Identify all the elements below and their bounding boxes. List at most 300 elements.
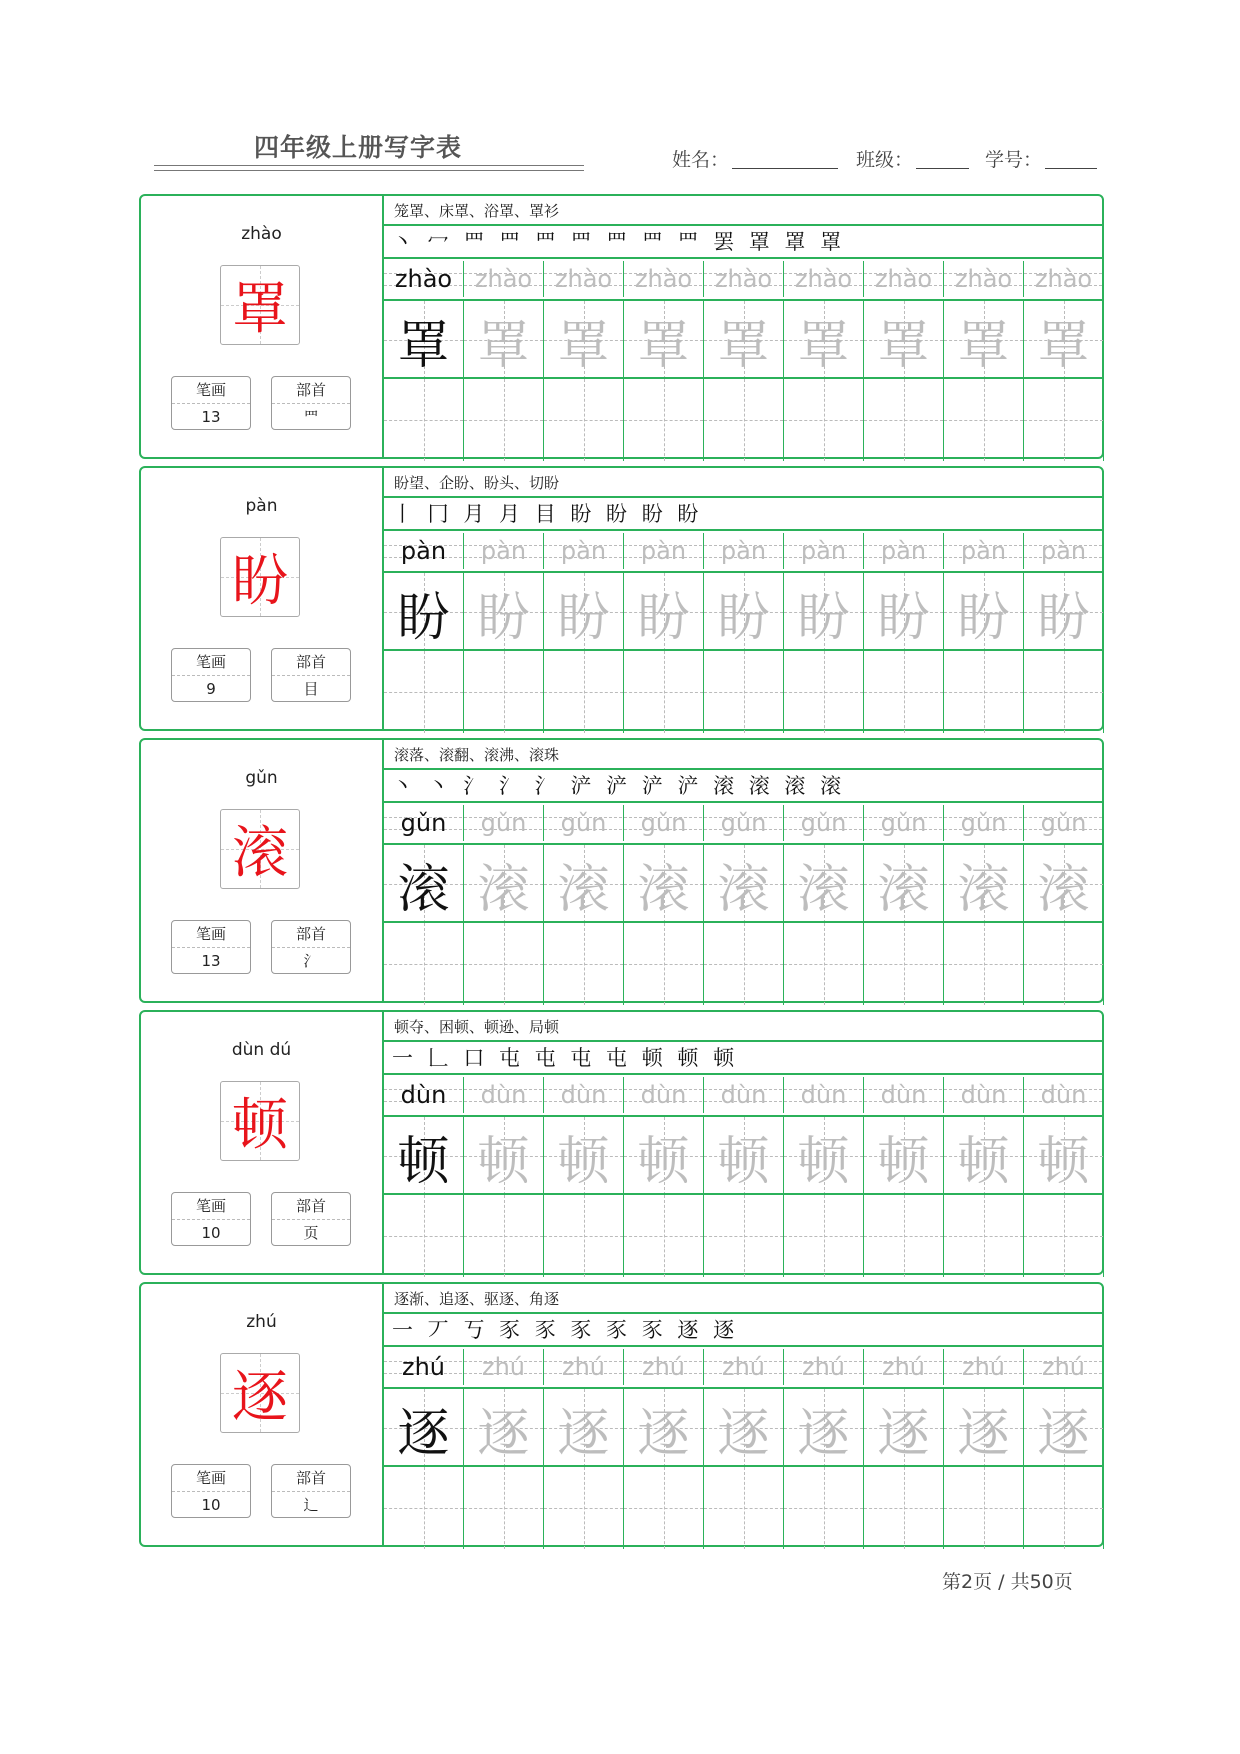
trace-char: 滚 bbox=[637, 859, 690, 920]
id-field[interactable] bbox=[1045, 168, 1097, 169]
pinyin-text: pàn bbox=[1040, 537, 1087, 565]
char-large: 盼 bbox=[232, 549, 288, 614]
practice-area bbox=[384, 740, 1102, 1001]
blank-cell[interactable] bbox=[624, 1467, 704, 1549]
pinyin-cell[interactable] bbox=[1024, 1349, 1104, 1385]
blank-cell[interactable] bbox=[464, 651, 544, 733]
trace-char: 盼 bbox=[637, 587, 690, 648]
stroke-count-label: 笔画 bbox=[172, 921, 250, 948]
trace-row bbox=[384, 1387, 1102, 1467]
card-info bbox=[141, 740, 384, 1001]
pinyin-cell[interactable] bbox=[864, 533, 944, 569]
class-field[interactable] bbox=[916, 168, 969, 169]
trace-cell[interactable] bbox=[784, 301, 864, 379]
blank-cell[interactable] bbox=[784, 651, 864, 733]
trace-cell[interactable] bbox=[864, 1117, 944, 1195]
trace-char: 顿 bbox=[477, 1131, 530, 1192]
pinyin-text: gǔn bbox=[400, 809, 447, 837]
blank-cell[interactable] bbox=[384, 1467, 464, 1549]
stroke-order: 丶 冖 罒 罒 罒 罒 罒 罒 罒 罢 罩 罩 罩 bbox=[384, 226, 1102, 259]
trace-cell[interactable] bbox=[784, 1117, 864, 1195]
radical-label: 部首 bbox=[272, 377, 350, 404]
name-field[interactable] bbox=[732, 168, 838, 169]
trace-char: 滚 bbox=[397, 859, 450, 920]
blank-cell[interactable] bbox=[384, 379, 464, 461]
trace-char: 滚 bbox=[877, 859, 930, 920]
pinyin-text: zhú bbox=[481, 1353, 526, 1381]
pinyin-text: gǔn bbox=[800, 809, 847, 837]
blank-cell[interactable] bbox=[624, 379, 704, 461]
trace-char: 逐 bbox=[557, 1403, 610, 1464]
blank-cell[interactable] bbox=[624, 651, 704, 733]
pinyin-text: zhú bbox=[641, 1353, 686, 1381]
pinyin-cell[interactable] bbox=[544, 1349, 624, 1385]
pinyin-text: zhú bbox=[401, 1353, 446, 1381]
pinyin-cell[interactable] bbox=[544, 805, 624, 841]
trace-char: 盼 bbox=[797, 587, 850, 648]
pinyin-cell[interactable] bbox=[944, 1349, 1024, 1385]
trace-char: 罩 bbox=[637, 315, 690, 376]
pinyin-text: dùn bbox=[640, 1081, 687, 1109]
practice-area bbox=[384, 1284, 1102, 1545]
trace-char: 滚 bbox=[477, 859, 530, 920]
pinyin-cell[interactable] bbox=[944, 533, 1024, 569]
trace-cell[interactable] bbox=[704, 1389, 784, 1467]
word-examples: 笼罩、床罩、浴罩、罩衫 bbox=[384, 196, 1102, 226]
trace-cell[interactable] bbox=[1024, 573, 1104, 651]
trace-cell[interactable] bbox=[1024, 1117, 1104, 1195]
trace-cell[interactable] bbox=[704, 573, 784, 651]
trace-char: 盼 bbox=[557, 587, 610, 648]
blank-row bbox=[384, 1193, 1102, 1277]
blank-cell[interactable] bbox=[944, 651, 1024, 733]
blank-cell[interactable] bbox=[704, 1467, 784, 1549]
stroke-count-value: 10 bbox=[201, 1224, 221, 1242]
radical-label: 部首 bbox=[272, 1465, 350, 1492]
blank-cell[interactable] bbox=[384, 923, 464, 1005]
blank-cell[interactable] bbox=[864, 1195, 944, 1277]
trace-char: 盼 bbox=[477, 587, 530, 648]
blank-cell[interactable] bbox=[544, 379, 624, 461]
trace-cell[interactable] bbox=[1024, 1389, 1104, 1467]
trace-char: 逐 bbox=[637, 1403, 690, 1464]
pinyin-cell[interactable] bbox=[1024, 261, 1104, 297]
stroke-order: 一 丆 丂 豕 豕 豕 豕 豕 逐 逐 bbox=[384, 1314, 1102, 1347]
pinyin-text: gǔn bbox=[640, 809, 687, 837]
pinyin-cell[interactable] bbox=[704, 533, 784, 569]
pinyin-cell[interactable] bbox=[1024, 805, 1104, 841]
trace-char: 顿 bbox=[797, 1131, 850, 1192]
pinyin-cell[interactable] bbox=[784, 1077, 864, 1113]
word-examples: 盼望、企盼、盼头、切盼 bbox=[384, 468, 1102, 498]
trace-char: 罩 bbox=[957, 315, 1010, 376]
char-large: 顿 bbox=[232, 1093, 288, 1158]
trace-cell[interactable] bbox=[944, 845, 1024, 923]
trace-cell[interactable] bbox=[544, 573, 624, 651]
stroke-count-value: 10 bbox=[201, 1496, 221, 1514]
pinyin-text: zhú bbox=[881, 1353, 926, 1381]
pinyin-cell[interactable] bbox=[464, 1349, 544, 1385]
pinyin-cell[interactable] bbox=[464, 1077, 544, 1113]
stroke-count-label: 笔画 bbox=[172, 1193, 250, 1220]
pinyin-cell[interactable] bbox=[784, 533, 864, 569]
pinyin-cell[interactable] bbox=[624, 1349, 704, 1385]
pinyin-cell[interactable] bbox=[784, 1349, 864, 1385]
char-large: 逐 bbox=[232, 1365, 288, 1430]
radical-value: 氵 bbox=[303, 952, 319, 970]
blank-cell[interactable] bbox=[464, 923, 544, 1005]
trace-cell[interactable] bbox=[544, 1117, 624, 1195]
radical-box bbox=[271, 1464, 351, 1518]
radical-box bbox=[271, 1192, 351, 1246]
pinyin-text: zhào bbox=[634, 265, 693, 293]
trace-char: 顿 bbox=[397, 1131, 450, 1192]
pinyin-text: zhào bbox=[954, 265, 1013, 293]
trace-char: 顿 bbox=[637, 1131, 690, 1192]
blank-cell[interactable] bbox=[784, 1467, 864, 1549]
stroke-count-box bbox=[171, 1192, 251, 1246]
trace-char: 顿 bbox=[1037, 1131, 1090, 1192]
pinyin-cell[interactable] bbox=[624, 261, 704, 297]
trace-cell[interactable] bbox=[864, 573, 944, 651]
pinyin-text: zhú bbox=[721, 1353, 766, 1381]
trace-char: 顿 bbox=[557, 1131, 610, 1192]
blank-cell[interactable] bbox=[464, 1195, 544, 1277]
trace-char: 罩 bbox=[397, 315, 450, 376]
blank-cell[interactable] bbox=[704, 1195, 784, 1277]
name-label: 姓名： bbox=[672, 149, 730, 171]
blank-cell[interactable] bbox=[864, 1467, 944, 1549]
blank-row bbox=[384, 1465, 1102, 1549]
pinyin-cell[interactable] bbox=[1024, 1077, 1104, 1113]
pinyin-text: zhào bbox=[794, 265, 853, 293]
blank-cell[interactable] bbox=[544, 1467, 624, 1549]
trace-char: 顿 bbox=[717, 1131, 770, 1192]
pinyin-text: dùn bbox=[800, 1081, 847, 1109]
title-underline bbox=[154, 165, 584, 166]
pinyin-text: gǔn bbox=[560, 809, 607, 837]
pinyin-text: pàn bbox=[800, 537, 847, 565]
pinyin-cell[interactable] bbox=[784, 261, 864, 297]
trace-cell[interactable] bbox=[624, 845, 704, 923]
trace-cell[interactable] bbox=[784, 1389, 864, 1467]
stroke-count-box bbox=[171, 376, 251, 430]
trace-char: 逐 bbox=[477, 1403, 530, 1464]
trace-cell[interactable] bbox=[624, 301, 704, 379]
blank-cell[interactable] bbox=[544, 923, 624, 1005]
class-label: 班级： bbox=[856, 149, 914, 171]
practice-area bbox=[384, 196, 1102, 457]
character-card bbox=[139, 1282, 1104, 1547]
trace-row bbox=[384, 843, 1102, 923]
radical-label: 部首 bbox=[272, 649, 350, 676]
pinyin-cell[interactable] bbox=[384, 261, 464, 297]
pinyin-text: dùn bbox=[960, 1081, 1007, 1109]
pinyin-cell[interactable] bbox=[704, 1349, 784, 1385]
pinyin-text: gǔn bbox=[480, 809, 527, 837]
pinyin-text: dùn bbox=[560, 1081, 607, 1109]
page-title: 四年级上册写字表 bbox=[254, 133, 463, 162]
radical-value: 罒 bbox=[303, 408, 319, 426]
blank-cell[interactable] bbox=[864, 379, 944, 461]
pinyin-text: zhào bbox=[714, 265, 773, 293]
trace-char: 滚 bbox=[717, 859, 770, 920]
character-card bbox=[139, 466, 1104, 731]
pinyin-row bbox=[384, 261, 1102, 297]
trace-cell[interactable] bbox=[544, 301, 624, 379]
blank-cell[interactable] bbox=[544, 1195, 624, 1277]
stroke-order: 丶 丶 氵 氵 氵 浐 浐 浐 浐 滚 滚 滚 滚 bbox=[384, 770, 1102, 803]
stroke-count-value: 13 bbox=[201, 952, 221, 970]
stroke-count-value: 13 bbox=[201, 408, 221, 426]
pinyin-text: zhú bbox=[961, 1353, 1006, 1381]
trace-cell[interactable] bbox=[544, 845, 624, 923]
trace-cell[interactable] bbox=[944, 573, 1024, 651]
character-card bbox=[139, 738, 1104, 1003]
pinyin-text: pàn bbox=[880, 537, 927, 565]
blank-cell[interactable] bbox=[784, 379, 864, 461]
trace-cell[interactable] bbox=[784, 845, 864, 923]
pinyin-text: zhào bbox=[874, 265, 933, 293]
trace-cell[interactable] bbox=[944, 1389, 1024, 1467]
trace-cell[interactable] bbox=[384, 1117, 464, 1195]
blank-cell[interactable] bbox=[464, 379, 544, 461]
blank-cell[interactable] bbox=[864, 651, 944, 733]
pinyin-cell[interactable] bbox=[624, 1077, 704, 1113]
practice-area bbox=[384, 468, 1102, 729]
trace-char: 盼 bbox=[717, 587, 770, 648]
trace-cell[interactable] bbox=[624, 1389, 704, 1467]
trace-row bbox=[384, 571, 1102, 651]
pinyin-cell[interactable] bbox=[464, 533, 544, 569]
trace-char: 滚 bbox=[797, 859, 850, 920]
blank-cell[interactable] bbox=[784, 1195, 864, 1277]
trace-cell[interactable] bbox=[464, 573, 544, 651]
card-pinyin: zhú bbox=[246, 1312, 277, 1332]
card-pinyin: dùn dú bbox=[231, 1040, 292, 1060]
trace-char: 滚 bbox=[1037, 859, 1090, 920]
trace-char: 逐 bbox=[797, 1403, 850, 1464]
pinyin-cell[interactable] bbox=[704, 805, 784, 841]
stroke-order: 丨 冂 月 月 目 盼 盼 盼 盼 bbox=[384, 498, 1102, 531]
word-examples: 滚落、滚翻、滚沸、滚珠 bbox=[384, 740, 1102, 770]
trace-char: 罩 bbox=[797, 315, 850, 376]
radical-label: 部首 bbox=[272, 921, 350, 948]
blank-cell[interactable] bbox=[384, 651, 464, 733]
pinyin-text: dùn bbox=[880, 1081, 927, 1109]
trace-char: 罩 bbox=[1037, 315, 1090, 376]
pinyin-cell[interactable] bbox=[384, 1349, 464, 1385]
pinyin-text: pàn bbox=[720, 537, 767, 565]
pinyin-cell[interactable] bbox=[944, 805, 1024, 841]
trace-char: 罩 bbox=[477, 315, 530, 376]
blank-row bbox=[384, 921, 1102, 1005]
pinyin-cell[interactable] bbox=[544, 1077, 624, 1113]
blank-cell[interactable] bbox=[944, 1195, 1024, 1277]
blank-row bbox=[384, 377, 1102, 461]
word-examples: 顿夺、困顿、顿逊、局顿 bbox=[384, 1012, 1102, 1042]
word-examples: 逐渐、追逐、驱逐、角逐 bbox=[384, 1284, 1102, 1314]
pinyin-text: pàn bbox=[480, 537, 527, 565]
pinyin-text: zhào bbox=[554, 265, 613, 293]
trace-char: 罩 bbox=[557, 315, 610, 376]
blank-cell[interactable] bbox=[784, 923, 864, 1005]
character-card bbox=[139, 1010, 1104, 1275]
char-box bbox=[220, 537, 300, 617]
pinyin-cell[interactable] bbox=[624, 805, 704, 841]
stroke-count-box bbox=[171, 920, 251, 974]
trace-char: 顿 bbox=[877, 1131, 930, 1192]
trace-char: 罩 bbox=[717, 315, 770, 376]
trace-cell[interactable] bbox=[384, 301, 464, 379]
trace-char: 滚 bbox=[957, 859, 1010, 920]
pinyin-text: zhú bbox=[801, 1353, 846, 1381]
radical-box bbox=[271, 376, 351, 430]
trace-cell[interactable] bbox=[784, 573, 864, 651]
blank-cell[interactable] bbox=[1024, 651, 1104, 733]
pinyin-cell[interactable] bbox=[704, 1077, 784, 1113]
trace-cell[interactable] bbox=[464, 845, 544, 923]
trace-char: 逐 bbox=[1037, 1403, 1090, 1464]
pinyin-cell[interactable] bbox=[944, 1077, 1024, 1113]
trace-row bbox=[384, 1115, 1102, 1195]
blank-cell[interactable] bbox=[864, 923, 944, 1005]
blank-cell[interactable] bbox=[624, 923, 704, 1005]
pinyin-cell[interactable] bbox=[624, 533, 704, 569]
char-box bbox=[220, 1081, 300, 1161]
pinyin-cell[interactable] bbox=[464, 805, 544, 841]
trace-cell[interactable] bbox=[864, 1389, 944, 1467]
trace-cell[interactable] bbox=[384, 1389, 464, 1467]
pinyin-cell[interactable] bbox=[864, 261, 944, 297]
pinyin-cell[interactable] bbox=[544, 533, 624, 569]
trace-cell[interactable] bbox=[944, 1117, 1024, 1195]
blank-cell[interactable] bbox=[944, 379, 1024, 461]
card-pinyin: pàn bbox=[245, 496, 278, 516]
blank-cell[interactable] bbox=[544, 651, 624, 733]
blank-cell[interactable] bbox=[624, 1195, 704, 1277]
trace-cell[interactable] bbox=[944, 301, 1024, 379]
pinyin-text: zhào bbox=[394, 265, 453, 293]
radical-value: 页 bbox=[303, 1224, 319, 1242]
blank-cell[interactable] bbox=[704, 651, 784, 733]
trace-cell[interactable] bbox=[624, 1117, 704, 1195]
pinyin-cell[interactable] bbox=[1024, 533, 1104, 569]
trace-char: 滚 bbox=[557, 859, 610, 920]
pinyin-cell[interactable] bbox=[464, 261, 544, 297]
pinyin-cell[interactable] bbox=[864, 1077, 944, 1113]
trace-cell[interactable] bbox=[704, 845, 784, 923]
char-large: 滚 bbox=[232, 821, 288, 886]
practice-area bbox=[384, 1012, 1102, 1273]
pinyin-text: zhú bbox=[561, 1353, 606, 1381]
trace-cell[interactable] bbox=[864, 845, 944, 923]
trace-cell[interactable] bbox=[624, 573, 704, 651]
id-label: 学号： bbox=[985, 149, 1043, 171]
trace-cell[interactable] bbox=[704, 1117, 784, 1195]
blank-cell[interactable] bbox=[1024, 1195, 1104, 1277]
blank-cell[interactable] bbox=[1024, 923, 1104, 1005]
blank-row bbox=[384, 649, 1102, 733]
stroke-count-label: 笔画 bbox=[172, 377, 250, 404]
card-pinyin: zhào bbox=[241, 224, 282, 244]
pinyin-text: gǔn bbox=[960, 809, 1007, 837]
pinyin-text: pàn bbox=[960, 537, 1007, 565]
trace-cell[interactable] bbox=[704, 301, 784, 379]
blank-cell[interactable] bbox=[704, 923, 784, 1005]
pinyin-text: pàn bbox=[400, 537, 447, 565]
trace-cell[interactable] bbox=[464, 1117, 544, 1195]
stroke-order: 一 𠃊 口 屯 屯 屯 屯 顿 顿 顿 bbox=[384, 1042, 1102, 1075]
trace-cell[interactable] bbox=[1024, 301, 1104, 379]
trace-char: 逐 bbox=[717, 1403, 770, 1464]
pinyin-cell[interactable] bbox=[864, 805, 944, 841]
trace-cell[interactable] bbox=[544, 1389, 624, 1467]
stroke-count-box bbox=[171, 1464, 251, 1518]
trace-cell[interactable] bbox=[1024, 845, 1104, 923]
trace-cell[interactable] bbox=[864, 301, 944, 379]
trace-cell[interactable] bbox=[384, 573, 464, 651]
pinyin-cell[interactable] bbox=[784, 805, 864, 841]
pinyin-text: gǔn bbox=[880, 809, 927, 837]
blank-cell[interactable] bbox=[1024, 379, 1104, 461]
trace-cell[interactable] bbox=[384, 845, 464, 923]
stroke-count-label: 笔画 bbox=[172, 1465, 250, 1492]
pinyin-cell[interactable] bbox=[384, 533, 464, 569]
card-info bbox=[141, 1012, 384, 1273]
radical-box bbox=[271, 648, 351, 702]
pinyin-text: dùn bbox=[1040, 1081, 1087, 1109]
blank-cell[interactable] bbox=[704, 379, 784, 461]
blank-cell[interactable] bbox=[944, 923, 1024, 1005]
radical-label: 部首 bbox=[272, 1193, 350, 1220]
char-box bbox=[220, 809, 300, 889]
trace-cell[interactable] bbox=[464, 301, 544, 379]
char-box bbox=[220, 265, 300, 345]
pinyin-cell[interactable] bbox=[384, 1077, 464, 1113]
pinyin-row bbox=[384, 805, 1102, 841]
trace-char: 逐 bbox=[957, 1403, 1010, 1464]
pinyin-text: pàn bbox=[560, 537, 607, 565]
stroke-count-label: 笔画 bbox=[172, 649, 250, 676]
pinyin-text: pàn bbox=[640, 537, 687, 565]
pinyin-cell[interactable] bbox=[544, 261, 624, 297]
stroke-count-value: 9 bbox=[206, 680, 216, 698]
pinyin-text: zhào bbox=[1034, 265, 1093, 293]
pinyin-row bbox=[384, 533, 1102, 569]
trace-cell[interactable] bbox=[464, 1389, 544, 1467]
trace-row bbox=[384, 299, 1102, 379]
pinyin-text: zhào bbox=[474, 265, 533, 293]
pinyin-cell[interactable] bbox=[704, 261, 784, 297]
blank-cell[interactable] bbox=[464, 1467, 544, 1549]
character-card bbox=[139, 194, 1104, 459]
char-large: 罩 bbox=[232, 277, 288, 342]
pinyin-cell[interactable] bbox=[944, 261, 1024, 297]
blank-cell[interactable] bbox=[944, 1467, 1024, 1549]
blank-cell[interactable] bbox=[384, 1195, 464, 1277]
pinyin-text: zhú bbox=[1041, 1353, 1086, 1381]
card-info bbox=[141, 1284, 384, 1545]
pinyin-cell[interactable] bbox=[384, 805, 464, 841]
pinyin-cell[interactable] bbox=[864, 1349, 944, 1385]
radical-box bbox=[271, 920, 351, 974]
blank-cell[interactable] bbox=[1024, 1467, 1104, 1549]
pinyin-row bbox=[384, 1077, 1102, 1113]
char-box bbox=[220, 1353, 300, 1433]
trace-char: 逐 bbox=[877, 1403, 930, 1464]
trace-char: 盼 bbox=[1037, 587, 1090, 648]
